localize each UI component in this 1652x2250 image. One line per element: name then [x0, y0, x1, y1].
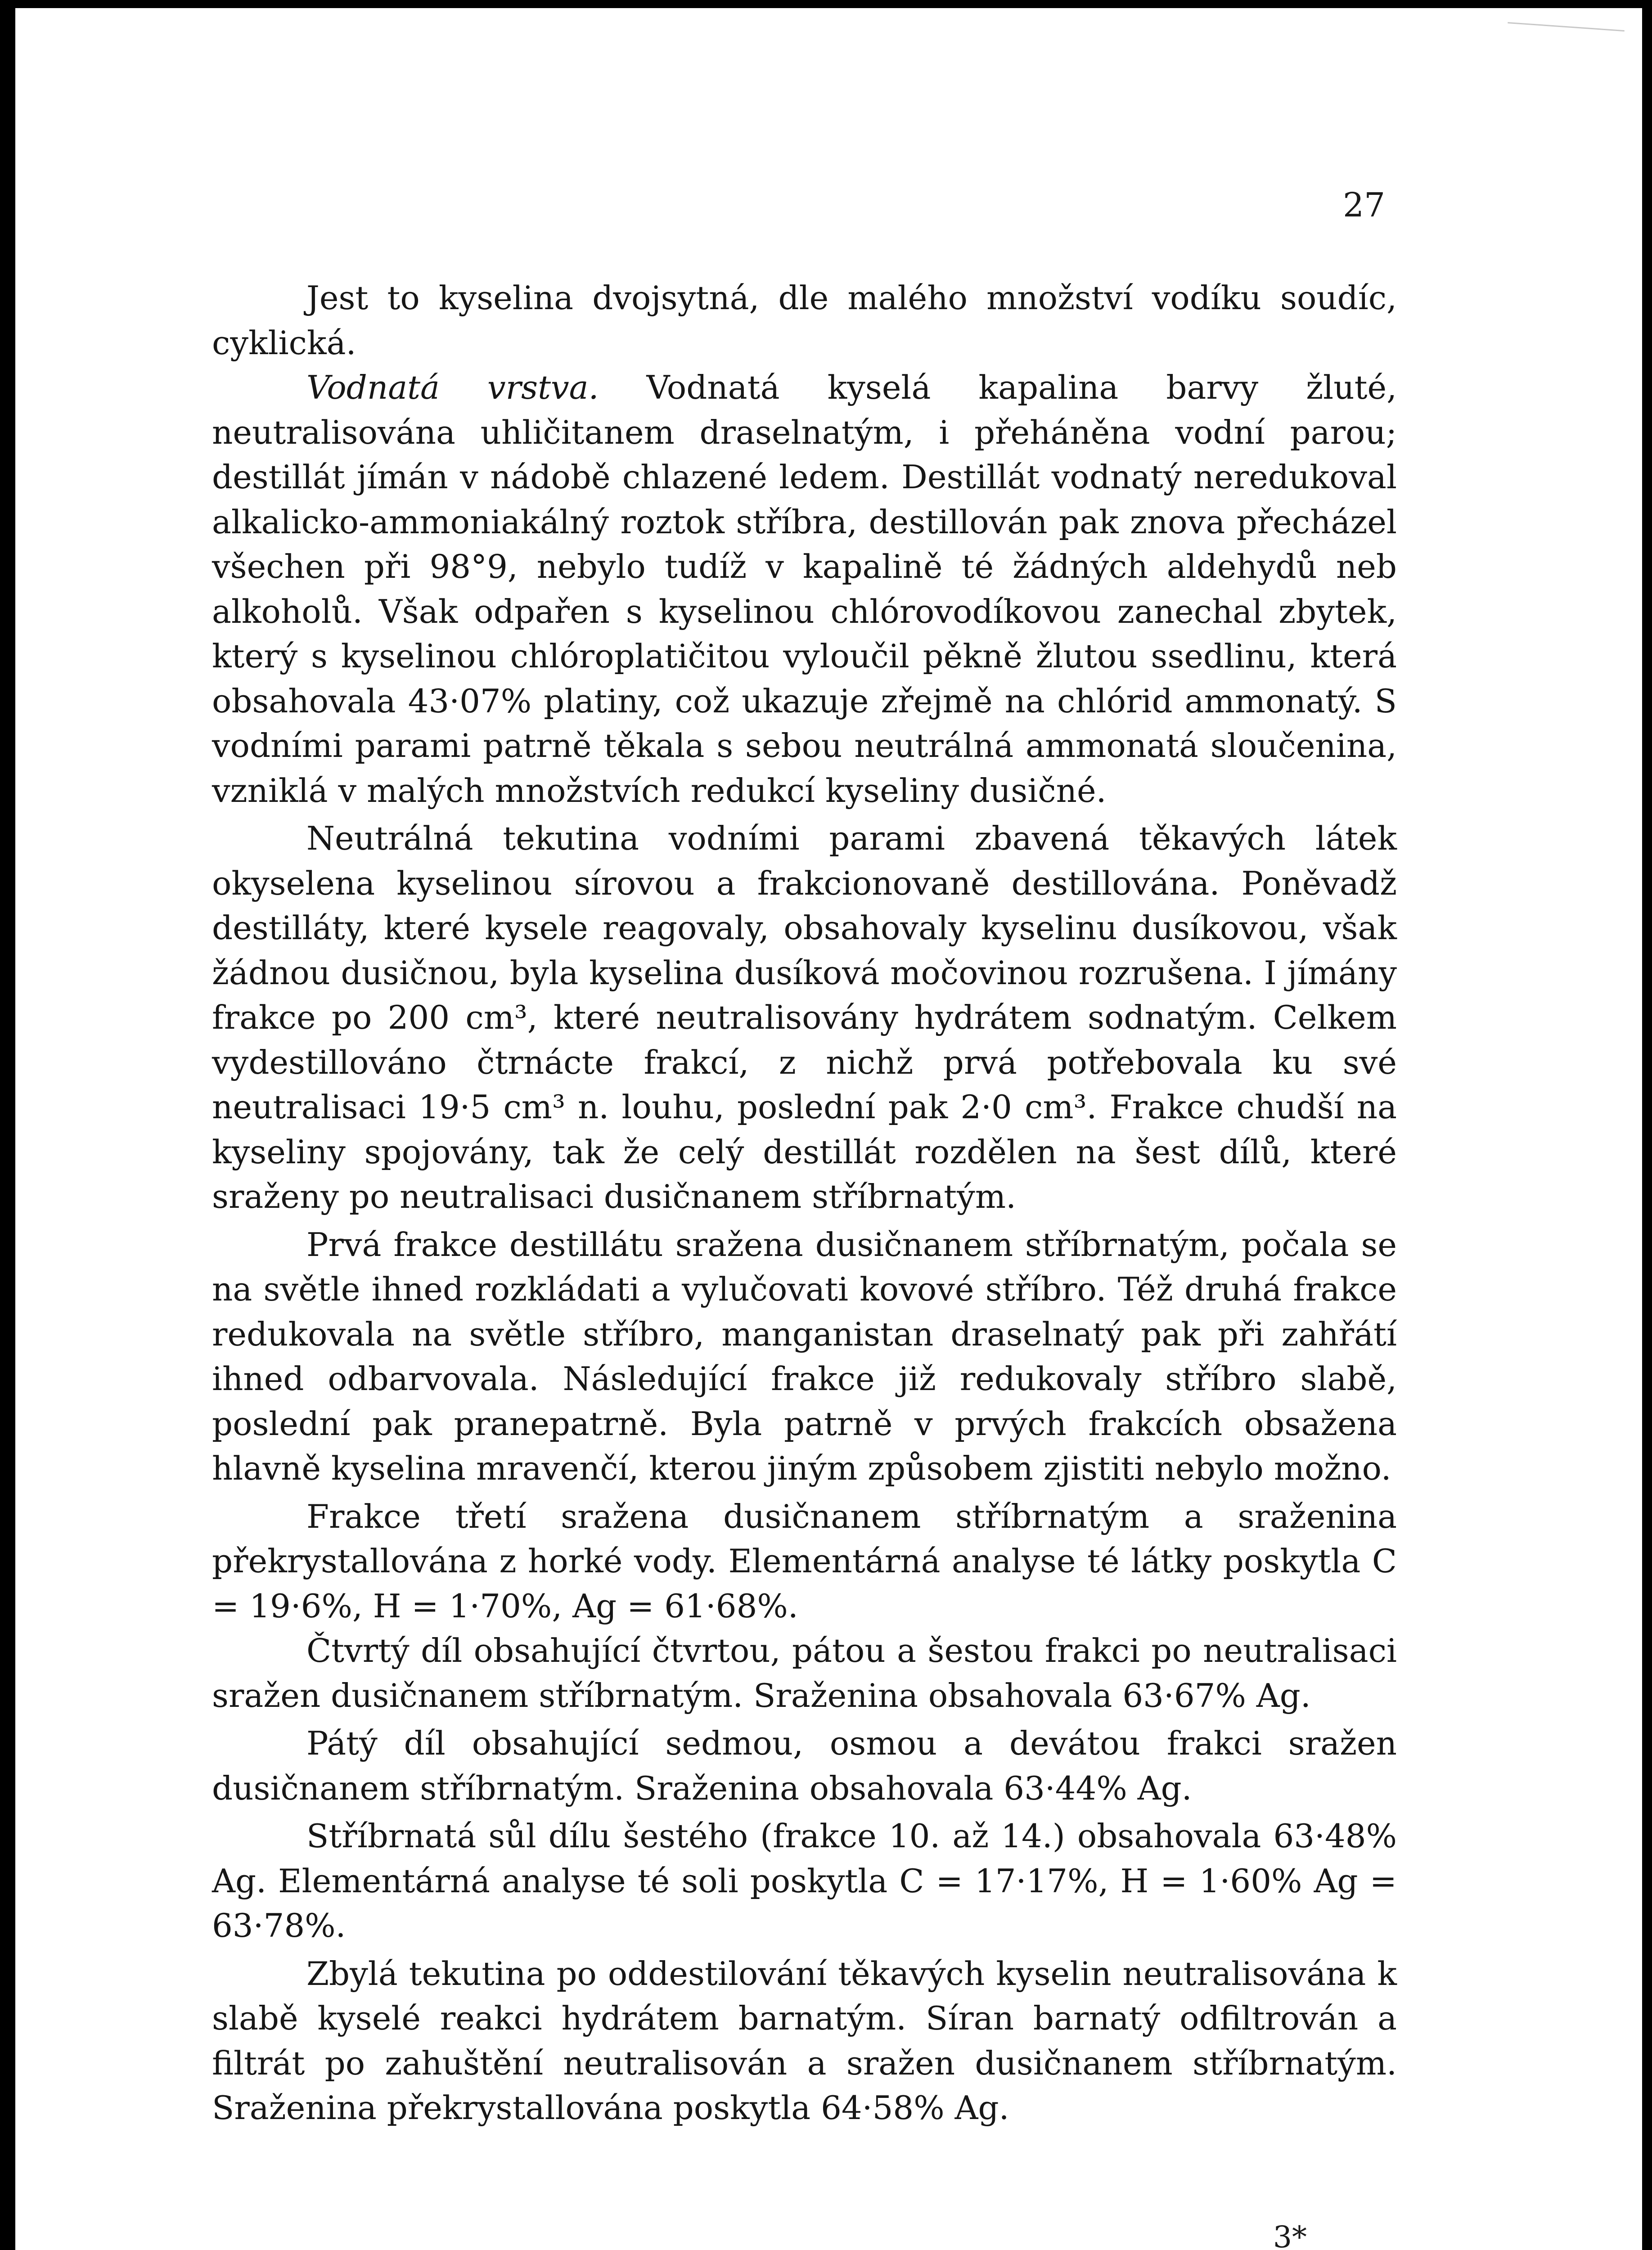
page-number: 27 [1343, 186, 1386, 225]
paragraph-5: Frakce třetí sražena dusičnanem stříbrnatým a sraženina překrystallována z horké vody. Elementárná analyse té látky poskytla C = 19·6%, H = 1·70%, Ag = 61·68%. [212, 1497, 1397, 1625]
paragraph-6: Čtvrtý díl obsahující čtvrtou, pátou a šestou frakci po neutralisaci sražen dusičnanem stříbrnatým. Sraženina obsahovala 63·67% Ag. [212, 1632, 1397, 1714]
paragraph-1: Jest to kyselina dvojsytná, dle malého množství vodíku soudíc, cyklická. [212, 279, 1397, 362]
paragraph-7: Pátý díl obsahující sedmou, osmou a devátou frakci sražen dusičnanem stříbrnatým. Sraženina obsahovala 63·44% Ag. [212, 1724, 1397, 1807]
paragraph-2 [212, 365, 1397, 813]
inline-heading: Vodnatá vrstva. [306, 369, 599, 406]
scan-edge-mark [1507, 22, 1625, 45]
printer-signature: 3* [1273, 2220, 1307, 2250]
paragraph-8: Stříbrnatá sůl dílu šestého (frakce 10. až 14.) obsahovala 63·48% Ag. Elementárná analyse té soli poskytla C = 17·17%, H = 1·60% Ag = 63·78%. [212, 1817, 1397, 1944]
paragraph-3: Neutrálná tekutina vodními parami zbavená těkavých látek okyselena kyselinou sírovou a frakcionovaně destillována. Poněvadž destilláty, které kysele reagovaly, obsahovaly kyselinu dusíkovou, však žádnou dusičnou, byla kyselina dusíková močovinou rozrušena. I jímány frakce po 200 cm³, které neutralisovány hydrátem sodnatým. Celkem vydestillováno čtrnácte frakcí, z nichž prvá potřebovala ku své neutralisaci 19·5 cm³ n. louhu, poslední pak 2·0 cm³. Frakce chudší na kyseliny spojovány, tak že celý destillát rozdělen na šest dílů, které sraženy po neutralisaci dusičnanem stříbrnatým. [212, 819, 1397, 1215]
paragraph-2-text: Vodnatá kyselá kapalina barvy žluté, neutralisována uhličitanem draselnatým, i přeháněna vodní parou; destillát jímán v nádobě chlazené ledem. Destillát vodnatý neredukoval alkalicko-ammoniakálný roztok stříbra, destillován pak znova přecházel všechen při 98°9, nebylo tudíž v kapalině té žádných aldehydů neb alkoholů. Však odpařen s kyselinou chlórovodíkovou zanechal zbytek, který s kyselinou chlóroplatičitou vyloučil pěkně žlutou ssedlinu, která obsahovala 43·07% platiny, což ukazuje zřejmě na chlórid ammonatý. S vodními parami patrně těkala s sebou neutrálná ammonatá sloučenina, vzniklá v malých množstvích redukcí kyseliny dusičné. [212, 369, 1397, 810]
paragraph-4: Prvá frakce destillátu sražena dusičnanem stříbrnatým, počala se na světle ihned rozkládati a vylučovati kovové stříbro. Též druhá frakce redukovala na světle stříbro, manganistan draselnatý pak při zahřátí ihned odbarvovala. Následující frakce již redukovaly stříbro slabě, poslední pak pranepatrně. Byla patrně v prvých frakcích obsažena hlavně kyselina mravenčí, kterou jiným způsobem zjistiti nebylo možno. [212, 1225, 1397, 1487]
paragraph-9: Zbylá tekutina po oddestilování těkavých kyselin neutralisována k slabě kyselé reakci hydrátem barnatým. Síran barnatý odfiltrován a filtrát po zahuštění neutralisován a sražen dusičnanem stříbrnatým. Sraženina překrystallována poskytla 64·58% Ag. [212, 1954, 1397, 2127]
document-page [15, 8, 1642, 2250]
body-text [212, 276, 1397, 2134]
